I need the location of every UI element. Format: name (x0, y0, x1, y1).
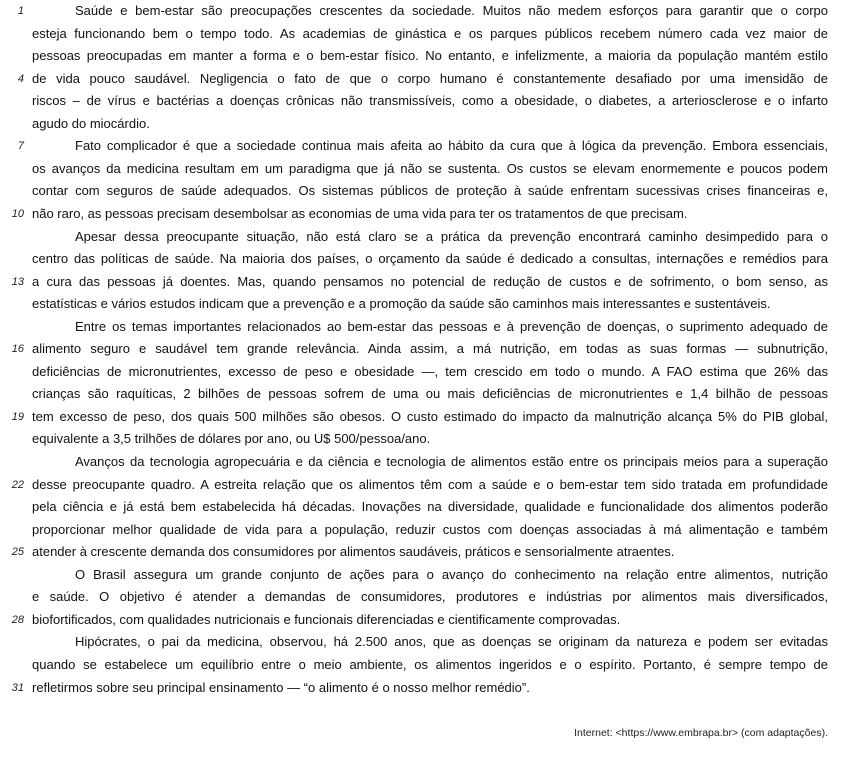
text-line (0, 586, 863, 609)
line-number: 31 (11, 681, 24, 694)
text-line (0, 293, 863, 316)
line-text: quando se estabelece um equilíbrio entre o meio ambiente, os alimentos ingeridos e o espírito. Portanto, é sempre tempo de (32, 656, 828, 672)
text-line (0, 90, 863, 113)
text-line (0, 135, 863, 158)
line-text: e saúde. O objetivo é atender a demandas de consumidores, produtores e indústrias por alimentos mais diversificados, (32, 589, 828, 605)
text-line (0, 0, 863, 23)
line-text: refletirmos sobre seu principal ensinamento — “o alimento é o nosso melhor remédio”. (32, 679, 530, 695)
line-text: desse preocupante quadro. A estreita relação que os alimentos têm com a saúde e o bem-estar tem sido tratada em profundidade (32, 476, 828, 492)
text-line (0, 226, 863, 249)
line-text: estatísticas e vários estudos indicam que a prevenção e a promoção da saúde são caminhos mais interessantes e sustentáveis. (32, 296, 771, 312)
text-line (0, 383, 863, 406)
line-number: 7 (17, 140, 24, 153)
line-text: Avanços da tecnologia agropecuária e da ciência e tecnologia de alimentos estão entre os principais meios para a superação (75, 454, 828, 469)
line-number: 25 (11, 546, 24, 559)
line-text: riscos – de vírus e bactérias a doenças crônicas não transmissíveis, como a obesidade, o diabetes, a arteriosclerose e o infarto (32, 93, 828, 109)
source-citation: Internet: <https://www.embrapa.br> (com adaptações). (574, 727, 828, 739)
text-line (0, 541, 863, 564)
text-line (0, 338, 863, 361)
text-line (0, 677, 863, 700)
line-text: Entre os temas importantes relacionados ao bem-estar das pessoas e à prevenção de doenças, o suprimento adequado de (75, 318, 828, 334)
line-number: 13 (11, 275, 24, 288)
line-text: Fato complicador é que a sociedade continua mais afeita ao hábito da cura que à lógica da prevenção. Embora essenciais, (75, 138, 828, 154)
text-line (0, 23, 863, 46)
line-number: 19 (11, 410, 24, 423)
text-line (0, 451, 863, 474)
line-text: pela ciência e já está bem estabelecida há décadas. Inovações na diversidade, qualidade e funcionalidade dos alimentos poderão (32, 499, 828, 515)
line-number: 1 (17, 5, 24, 17)
text-line (0, 248, 863, 271)
line-text: Apesar dessa preocupante situação, não está claro se a prática da prevenção encontrará caminho desimpedido para o (75, 228, 828, 244)
line-text: agudo do miocárdio. (32, 115, 150, 131)
line-number: 22 (11, 478, 24, 491)
line-text: não raro, as pessoas precisam desembolsar as economias de uma vida para ter os tratamentos de que precisam. (32, 205, 688, 221)
line-text: crianças são raquíticas, 2 bilhões de pessoas sofrem de uma ou mais deficiências de micronutrientes e 1,4 bilhão de pessoas (32, 386, 828, 402)
line-text: de vida pouco saudável. Negligencia o fato de que o corpo humano é constantemente desafiado por uma imensidão de (32, 70, 828, 86)
text-line (0, 564, 863, 587)
text-line (0, 428, 863, 451)
line-number: 28 (11, 613, 24, 626)
text-line (0, 316, 863, 339)
line-text: pessoas preocupadas em manter a forma e o bem-estar físico. No entanto, e infelizmente, a maioria da população mantém estilo (32, 48, 828, 64)
text-line (0, 113, 863, 136)
text-line (0, 519, 863, 542)
text-line (0, 654, 863, 677)
line-text: contar com seguros de saúde adequados. Os sistemas públicos de proteção à saúde enfrentam sucessivas crises financeiras e, (32, 183, 828, 199)
text-line (0, 609, 863, 632)
line-text: esteja funcionando bem o tempo todo. As academias de ginástica e os parques públicos recebem número cada vez maior de (32, 25, 828, 41)
line-text: alimento seguro e saudável tem grande relevância. Ainda assim, a má nutrição, em todas as suas formas — subnutrição, (32, 341, 828, 357)
line-text: deficiências de micronutrientes, excesso de peso e obesidade —, tem crescido em todo o mundo. A FAO estima que 26% das (32, 363, 828, 379)
line-number: 10 (11, 207, 24, 220)
text-line (0, 68, 863, 91)
text-line (0, 631, 863, 654)
line-text: proporcionar melhor qualidade de vida para a população, reduzir custos com doenças associadas à má alimentação e também (32, 521, 828, 537)
line-text: equivalente a 3,5 trilhões de dólares por ano, ou U$ 500/pessoa/ano. (32, 431, 431, 447)
line-text: a cura das pessoas já doentes. Mas, quando pensamos no potencial de redução de custos e de sofrimento, o bom senso, as (32, 273, 828, 289)
line-text: centro das políticas de saúde. Na maioria dos países, o orçamento da saúde é dedicado a consultas, internações e remédios para (32, 251, 828, 267)
text-line (0, 474, 863, 497)
text-line (0, 406, 863, 429)
text-line (0, 158, 863, 181)
line-text: biofortificados, com qualidades nutricionais e funcionais diferenciadas e cientificamente comprovadas. (32, 611, 621, 627)
text-line (0, 361, 863, 384)
line-text: os avanços da medicina resultam em um paradigma que já não se sustenta. Os custos se elevam enormemente e poucos podem (32, 160, 828, 176)
line-number: 16 (11, 343, 24, 356)
text-line (0, 271, 863, 294)
line-text: O Brasil assegura um grande conjunto de ações para o avanço do conhecimento na relação entre alimentos, nutrição (75, 566, 828, 582)
line-number: 4 (17, 72, 24, 85)
line-text: Hipócrates, o pai da medicina, observou, há 2.500 anos, que as doenças se originam da natureza e podem ser evitadas (75, 634, 828, 650)
text-line (0, 203, 863, 226)
line-text: Saúde e bem-estar são preocupações crescentes da sociedade. Muitos não medem esforços para garantir que o corpo (75, 3, 828, 18)
text-line (0, 496, 863, 519)
line-text: tem excesso de peso, dos quais 500 milhões são obesos. O custo estimado do impacto da malnutrição alcança 5% do PIB global, (32, 408, 828, 424)
text-line (0, 180, 863, 203)
text-line (0, 45, 863, 68)
line-text: atender à crescente demanda dos consumidores por alimentos saudáveis, práticos e sensorialmente atraentes. (32, 544, 675, 560)
